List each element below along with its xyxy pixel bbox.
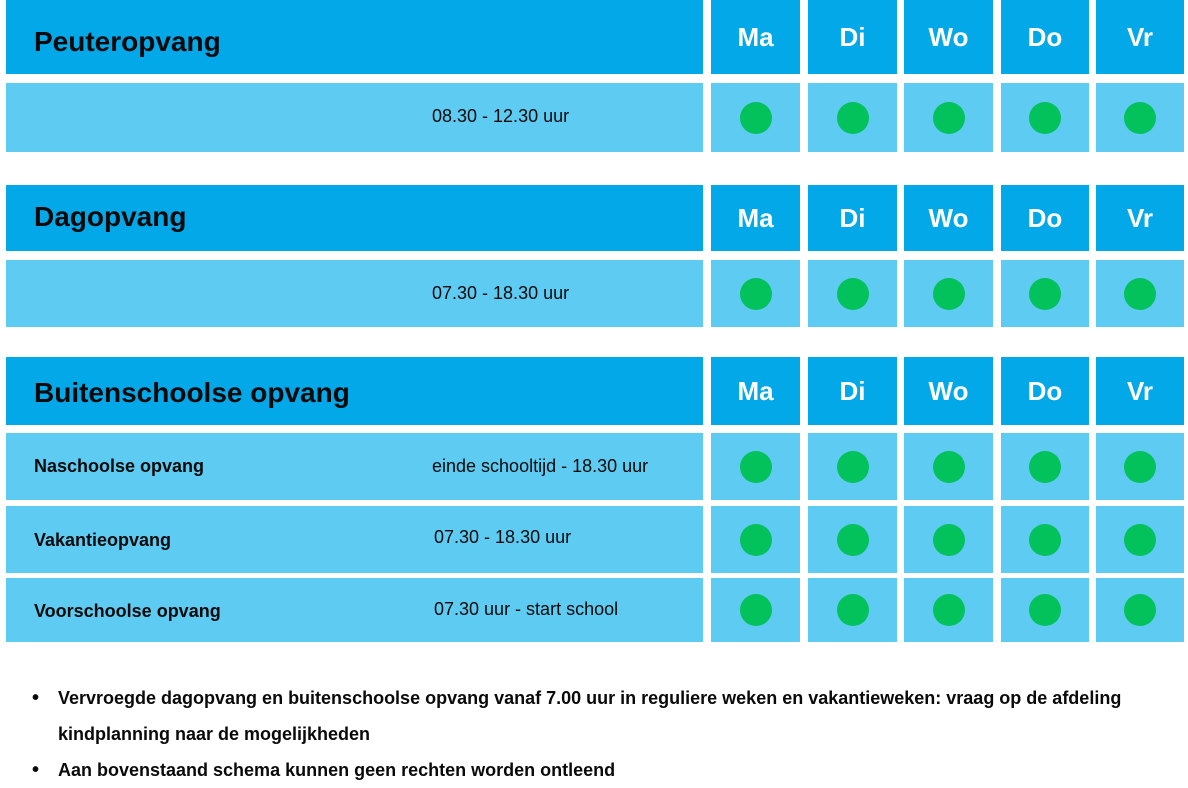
available-dot-icon (1029, 451, 1061, 483)
availability-cell (1096, 83, 1184, 152)
opening-hours: 08.30 - 12.30 uur (432, 106, 570, 126)
available-dot-icon (1029, 102, 1061, 134)
available-dot-icon (933, 451, 965, 483)
available-dot-icon (1124, 278, 1156, 310)
available-dot-icon (1029, 524, 1061, 556)
availability-cell (1001, 578, 1089, 642)
availability-cell (808, 83, 897, 152)
available-dot-icon (933, 594, 965, 626)
section-title: Buitenschoolse opvang (34, 377, 350, 408)
day-header-wo: Wo (904, 357, 993, 425)
availability-cell (1096, 433, 1184, 500)
section-header-buitenschoolse-opvang (6, 357, 703, 425)
table-row (6, 260, 703, 327)
availability-cell (711, 433, 800, 500)
availability-cell (808, 578, 897, 642)
day-header-vr: Vr (1096, 0, 1184, 74)
availability-cell (808, 433, 897, 500)
availability-cell (808, 260, 897, 327)
section-header-dagopvang (6, 185, 703, 251)
availability-cell (1001, 260, 1089, 327)
day-header-ma: Ma (711, 0, 800, 74)
day-header-vr: Vr (1096, 185, 1184, 251)
day-header-do: Do (1001, 357, 1089, 425)
availability-cell (904, 260, 993, 327)
available-dot-icon (837, 102, 869, 134)
available-dot-icon (837, 594, 869, 626)
table-row (6, 83, 703, 152)
opening-hours: 07.30 - 18.30 uur (432, 283, 570, 303)
availability-cell (711, 260, 800, 327)
table-row (6, 506, 703, 573)
section-header-peuteropvang (6, 0, 703, 74)
available-dot-icon (740, 524, 772, 556)
opening-hours: 07.30 - 18.30 uur (434, 527, 572, 547)
day-header-vr: Vr (1096, 357, 1184, 425)
availability-cell (904, 578, 993, 642)
note-item: • Vervroegde dagopvang en buitenschoolse opvang vanaf 7.00 uur in reguliere weken en vakantieweken: vraag op de afdeling kindplanning naar de mogelijkheden (32, 680, 1172, 752)
day-header-do: Do (1001, 185, 1089, 251)
available-dot-icon (933, 278, 965, 310)
available-dot-icon (933, 524, 965, 556)
table-row (6, 433, 703, 500)
availability-cell (1096, 260, 1184, 327)
row-label: Voorschoolse opvang (34, 601, 221, 621)
available-dot-icon (1124, 594, 1156, 626)
available-dot-icon (740, 102, 772, 134)
day-header-di: Di (808, 357, 897, 425)
availability-cell (808, 506, 897, 573)
opening-hours: einde schooltijd - 18.30 uur (432, 456, 649, 476)
available-dot-icon (837, 278, 869, 310)
availability-cell (711, 83, 800, 152)
availability-cell (904, 506, 993, 573)
available-dot-icon (1029, 594, 1061, 626)
available-dot-icon (1124, 451, 1156, 483)
availability-cell (1001, 83, 1089, 152)
availability-cell (1001, 433, 1089, 500)
available-dot-icon (837, 524, 869, 556)
day-header-di: Di (808, 0, 897, 74)
notes-list (32, 680, 1172, 788)
availability-cell (711, 506, 800, 573)
available-dot-icon (740, 594, 772, 626)
row-label: Vakantieopvang (34, 530, 172, 550)
availability-cell (1096, 578, 1184, 642)
available-dot-icon (933, 102, 965, 134)
available-dot-icon (1124, 102, 1156, 134)
day-header-wo: Wo (904, 185, 993, 251)
available-dot-icon (740, 451, 772, 483)
availability-cell (904, 83, 993, 152)
section-title: Dagopvang (34, 201, 187, 232)
note-item: • Aan bovenstaand schema kunnen geen rechten worden ontleend (32, 752, 1172, 788)
available-dot-icon (1029, 278, 1061, 310)
opening-hours: 07.30 uur - start school (434, 599, 619, 619)
day-header-ma: Ma (711, 357, 800, 425)
section-title: Peuteropvang (34, 26, 221, 57)
day-header-do: Do (1001, 0, 1089, 74)
row-label: Naschoolse opvang (34, 456, 205, 476)
availability-cell (711, 578, 800, 642)
available-dot-icon (1124, 524, 1156, 556)
available-dot-icon (740, 278, 772, 310)
day-header-di: Di (808, 185, 897, 251)
availability-cell (1001, 506, 1089, 573)
day-header-ma: Ma (711, 185, 800, 251)
table-row (6, 578, 703, 642)
available-dot-icon (837, 451, 869, 483)
day-header-wo: Wo (904, 0, 993, 74)
availability-cell (1096, 506, 1184, 573)
availability-cell (904, 433, 993, 500)
